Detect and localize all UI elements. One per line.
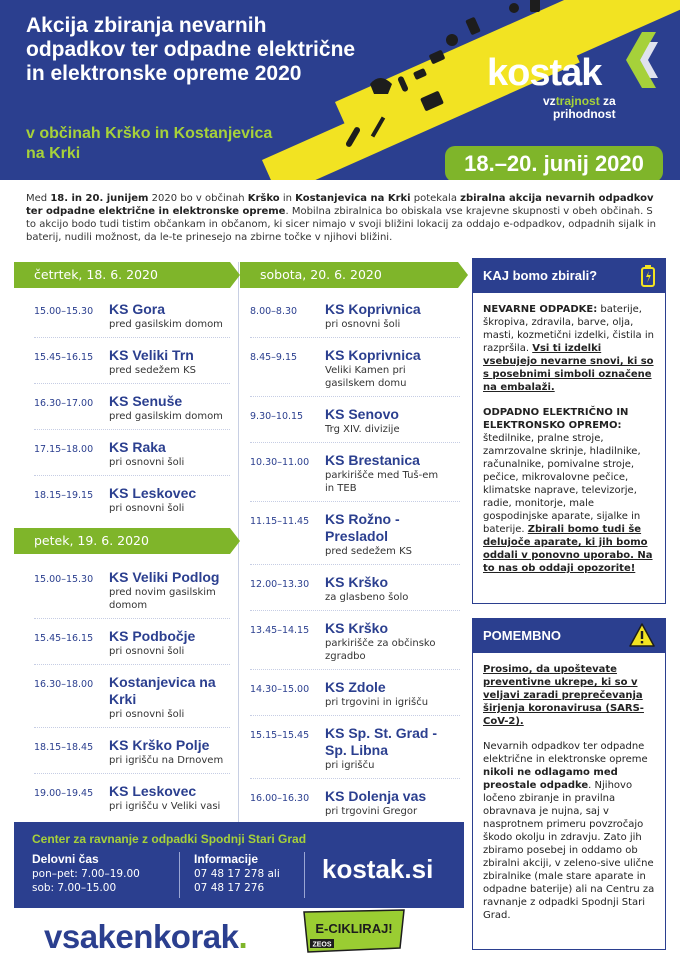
entry-time: 8.45–9.15 [250, 352, 298, 363]
entry-time: 15.45–16.15 [34, 352, 94, 363]
entry-time: 16.00–16.30 [250, 793, 310, 804]
website-link[interactable]: kostak.si [322, 854, 434, 884]
collect-info-box [472, 258, 666, 604]
hours-title: Delovni čas [32, 852, 99, 866]
footer-divider [179, 852, 180, 898]
entry-location: pred sedežem KS [325, 546, 413, 557]
entry-time: 12.00–13.30 [250, 579, 310, 590]
ecikliraj-text: E-CIKLIRAJ! [315, 921, 393, 936]
schedule-entry [34, 430, 230, 476]
kostak-logo-mark-icon [620, 32, 664, 88]
entry-time: 15.00–15.30 [34, 306, 94, 317]
entry-ks: KS Krško Polje [109, 737, 210, 753]
entry-location: pri igrišču v Veliki vasi [109, 801, 221, 812]
entry-ks: KS Koprivnica [325, 347, 421, 363]
entry-time: 8.00–8.30 [250, 306, 298, 317]
entry-location: pri osnovni šoli [109, 709, 185, 720]
day-header-friday: petek, 19. 6. 2020 [14, 528, 230, 554]
schedule-entry [250, 502, 460, 565]
entry-time: 9.30–10.15 [250, 411, 304, 422]
entry-location: za glasbeno šolo [325, 592, 409, 603]
schedule-entry [250, 397, 460, 443]
collect-box-body: NEVARNE ODPADKE: baterije, škropiva, zdravila, barve, olja, masti, kozmetični izdelki, čistila in razpršila. Vsi ti izdelki vsebujejo nevarne snovi, ki so s posebnimi simboli označene na embalaži. ODPADNO ELEKTRIČNO IN ELEKTRONSKO OPREMO: štedilnike, pralne stroje, zamrzovalne skrinje, hladilnike, računalnike, pomivalne stroje, pečice, mikrovalovne pečice, klimatske naprave, televizorje, radie, monitorje, male gospodinjske aparate, sijalke in baterije. Zbirali bomo tudi še delujoče aparate, ki jih bomo oddali v ponovno uporabo. Na to nas ob oddaji opozorite! [483, 304, 654, 574]
schedule-thursday [34, 292, 230, 521]
zeos-text: ZEOS [312, 941, 332, 949]
entry-ks: KS Zdole [325, 679, 386, 695]
entry-time: 15.15–15.45 [250, 730, 310, 741]
schedule-entry [34, 619, 230, 665]
entry-ks: KS Leskovec [109, 485, 197, 501]
schedule-entry [250, 565, 460, 611]
hours-saturday: sob: 7.00–15.00 [32, 882, 117, 894]
schedule-entry [34, 384, 230, 430]
entry-ks: KS Dolenja vas [325, 788, 427, 804]
entry-ks: KS Veliki Podlog [109, 569, 220, 585]
kostak-logo: kostak [487, 52, 602, 94]
entry-ks: KS Krško [325, 574, 389, 590]
entry-time: 15.45–16.15 [34, 633, 94, 644]
schedule-entry [250, 779, 460, 824]
poster-subtitle: v občinah Krško in Kostanjevica na Krki [26, 125, 273, 162]
entry-time: 18.15–19.15 [34, 490, 94, 501]
entry-time: 11.15–11.45 [250, 516, 310, 527]
schedule-entry [34, 728, 230, 774]
entry-location: pred gasilskim domom [109, 411, 223, 422]
entry-ks: KS Leskovec [109, 783, 197, 799]
entry-location: pri osnovni šoli [109, 646, 185, 657]
schedule-entry [250, 338, 460, 397]
schedule-saturday [250, 292, 460, 824]
schedule-entry [250, 443, 460, 502]
info-phone-2: 07 48 17 276 [194, 882, 265, 894]
entry-ks: KS Rožno - Presladol [325, 511, 400, 544]
schedule-entry [250, 670, 460, 716]
entry-time: 15.00–15.30 [34, 574, 94, 585]
entry-ks: KS Gora [109, 301, 166, 317]
entry-location: pred novim gasilskim domom [109, 587, 216, 611]
collect-box-title: KAJ bomo zbirali? [483, 268, 598, 283]
schedule-entry [34, 338, 230, 384]
entry-location: parkirišče med Tuš-em in TEB [325, 470, 439, 494]
schedule-friday [34, 560, 230, 819]
entry-time: 19.00–19.45 [34, 788, 94, 799]
logo-slogan: vztrajnost za prihodnost [543, 94, 616, 121]
poster-title: Akcija zbiranja nevarnih odpadkov ter odpadne električne in elektronske opreme 2020 [26, 14, 356, 85]
date-badge: 18.–20. junij 2020 [445, 146, 663, 180]
entry-ks: KS Raka [109, 439, 166, 455]
important-box-header [473, 619, 665, 653]
entry-ks: KS Podbočje [109, 628, 196, 644]
important-box-body: Prosimo, da upoštevate preventivne ukrepe, ki so v veljavi zaradi preprečevanja širjenja koronavirusa (SARS-CoV-2). Nevarnih odpadkov ter odpadne električne in elektronske opreme nikoli ne odlagamo med preostale odpadke. Njihovo ločeno zbiranje in pravilna obravnava je nujna, saj v nasprotnem primeru povzročajo škodo okolju in zdravju. Zato jih zbiramo posebej in oddamo ob zbiralni akciji, v zeleno-sive ulične zbiralnike (male stare aparate in odpadne baterije) ali na Centru za ravnanje z odpadki Spodnji Stari Grad. [483, 664, 655, 921]
schedule-entry [250, 292, 460, 338]
entry-location: pri igrišču [325, 760, 375, 771]
schedule-entry [34, 292, 230, 338]
entry-time: 17.15–18.00 [34, 444, 94, 455]
entry-ks: KS Senovo [325, 406, 399, 422]
schedule-entry [250, 716, 460, 779]
entry-location: pred gasilskim domom [109, 319, 223, 330]
entry-location: pri trgovini in igrišču [325, 697, 429, 708]
warning-icon [629, 623, 655, 647]
collect-box-header [473, 259, 665, 293]
entry-ks: Kostanjevica na Krki [109, 674, 216, 707]
entry-location: pri trgovini Gregor [325, 806, 418, 817]
entry-time: 16.30–17.00 [34, 398, 94, 409]
entry-location: parkirišče za občinsko zgradbo [325, 638, 436, 662]
entry-location: pri osnovni šoli [109, 503, 185, 514]
day-header-thursday: četrtek, 18. 6. 2020 [14, 262, 230, 288]
footer-center-name: Center za ravnanje z odpadki Spodnji Stari Grad [32, 832, 307, 846]
entry-location: pri igrišču na Drnovem [109, 755, 224, 766]
entry-ks: KS Veliki Trn [109, 347, 194, 363]
entry-time: 18.15–18.45 [34, 742, 94, 753]
schedule-entry [250, 611, 460, 670]
entry-ks: KS Senuše [109, 393, 183, 409]
info-title: Informacije [194, 852, 259, 866]
day-header-saturday: sobota, 20. 6. 2020 [240, 262, 458, 288]
important-box-title: POMEMBNO [483, 628, 561, 643]
hours-weekday: pon–pet: 7.00–19.00 [32, 868, 140, 880]
info-phone-1: 07 48 17 278 ali [194, 868, 280, 880]
entry-location: pred sedežem KS [109, 365, 197, 376]
schedule-entry [34, 774, 230, 819]
vsakenkorak-logo: vsakenkorak. [44, 918, 248, 955]
entry-location: pri osnovni šoli [325, 319, 401, 330]
schedule-entry [34, 665, 230, 728]
entry-time: 13.45–14.15 [250, 625, 310, 636]
intro-paragraph: Med 18. in 20. junijem 2020 bo v občinah Krško in Kostanjevica na Krki potekala zbiralna akcija nevarnih odpadkov ter odpadne električne in elektronske opreme. Mobilna zbiralnica bo obiskala vse krajevne skupnosti v obeh občinah. S to akcijo bodo tudi tistim občankam in občanom, ki sicer nimajo v svoji bližini lokacij za oddajo e-odpadkov, odpadnih sijalk in baterij, nudili možnost, da le-te prinesejo na zbirne točke v njihovi bližini. [26, 193, 656, 243]
entry-ks: KS Sp. St. Grad - Sp. Libna [325, 725, 438, 758]
entry-location: Veliki Kamen pri gasilskem domu [325, 365, 407, 389]
schedule-entry [34, 560, 230, 619]
entry-location: pri osnovni šoli [109, 457, 185, 468]
entry-ks: KS Brestanica [325, 452, 420, 468]
entry-ks: KS Krško [325, 620, 389, 636]
ecikliraj-logo [300, 908, 408, 954]
entry-location: Trg XIV. divizije [325, 424, 400, 435]
header-banner [0, 0, 680, 180]
entry-time: 14.30–15.00 [250, 684, 310, 695]
battery-icon [641, 265, 655, 287]
entry-ks: KS Koprivnica [325, 301, 421, 317]
footer-contact [14, 822, 464, 908]
schedule-entry [34, 476, 230, 521]
entry-time: 10.30–11.00 [250, 457, 310, 468]
entry-time: 16.30–18.00 [34, 679, 94, 690]
important-info-box [472, 618, 666, 950]
footer-divider [304, 852, 305, 898]
